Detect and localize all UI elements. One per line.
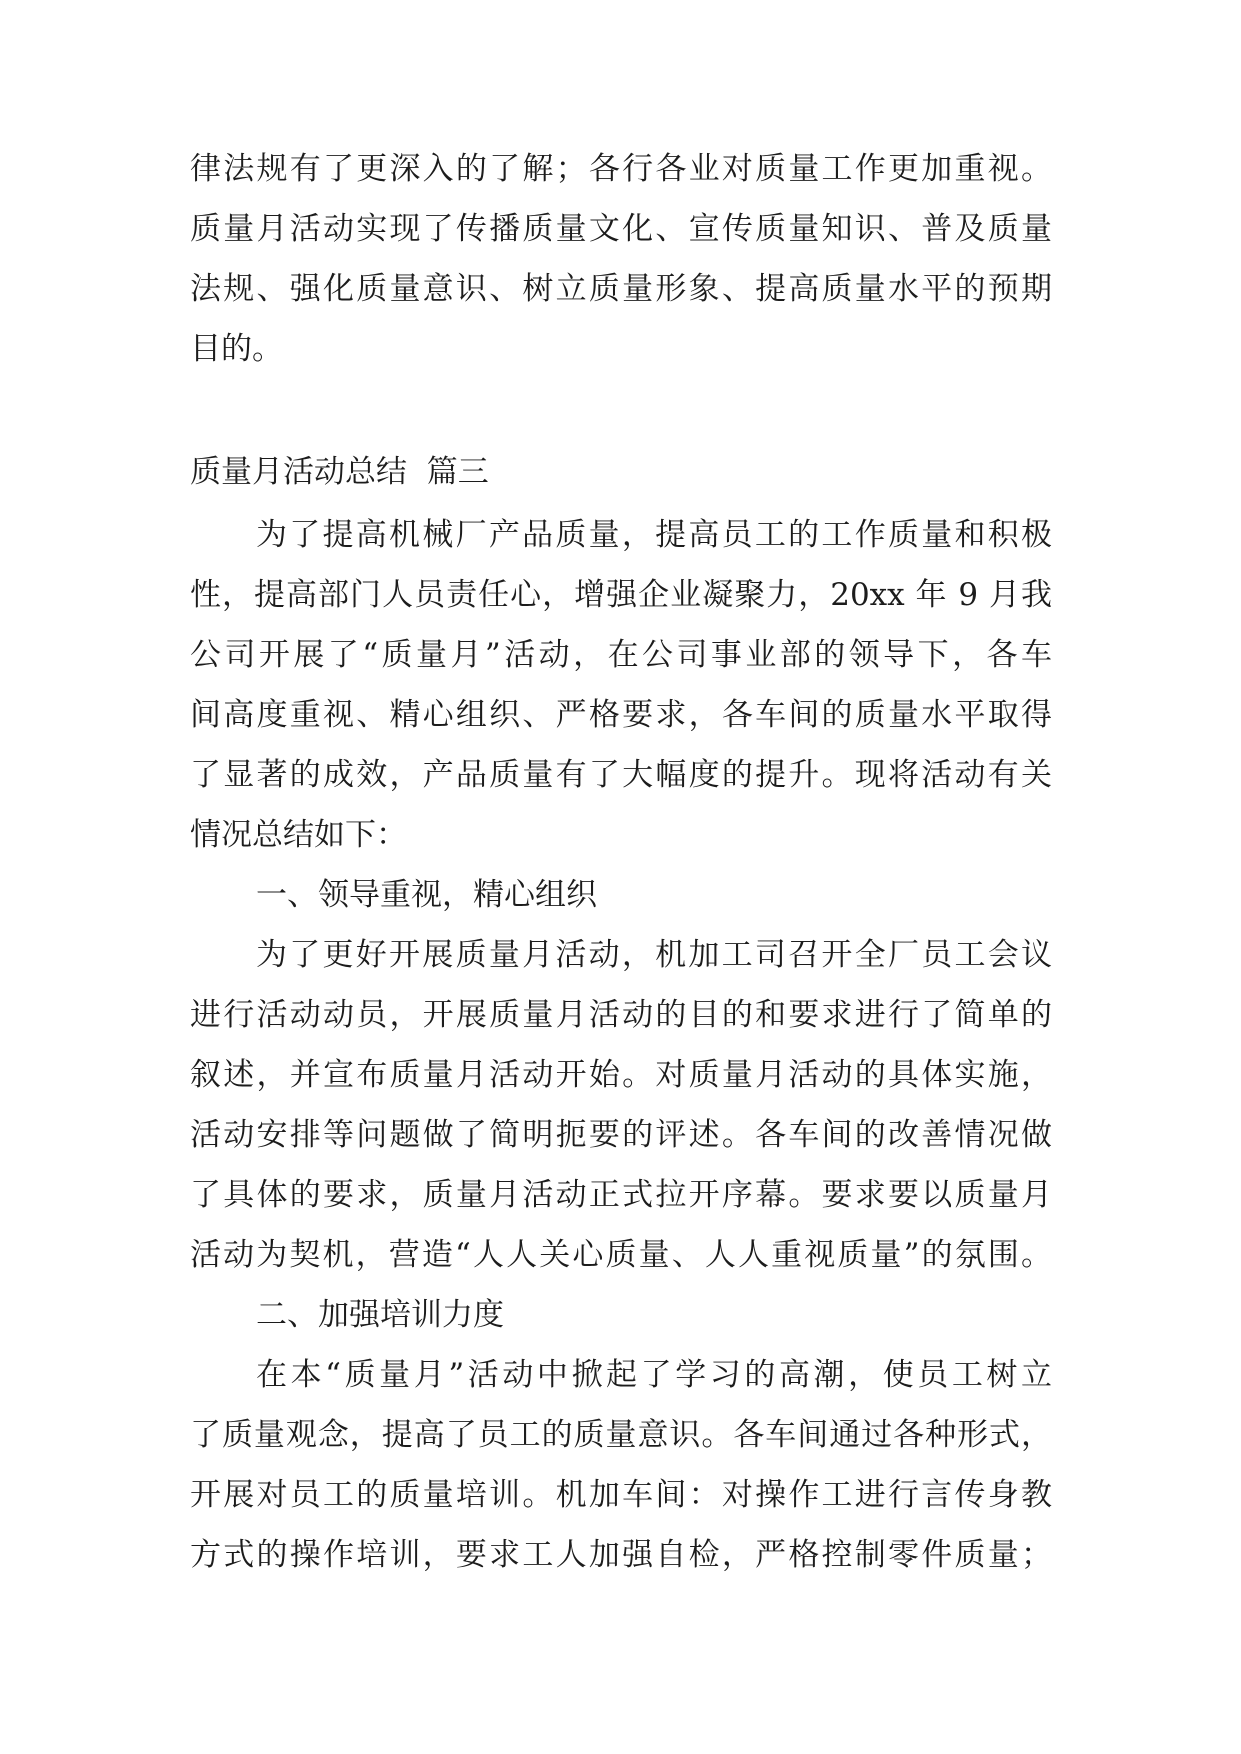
- text-line: 公司开展了“质量月”活动，在公司事业部的领导下，各车: [190, 637, 1052, 673]
- text-line: 活动为契机，营造“人人关心质量、人人重视质量”的氛围。: [190, 1237, 1052, 1273]
- section-heading: 一、领导重视，精心组织: [256, 877, 597, 913]
- text-line: 质量月活动实现了传播质量文化、宣传质量知识、普及质量: [190, 211, 1052, 247]
- text-line: 在本“质量月”活动中掀起了学习的高潮，使员工树立: [256, 1357, 1052, 1393]
- text-line: 方式的操作培训，要求工人加强自检，严格控制零件质量；: [190, 1537, 1052, 1573]
- text-line: 目的。: [190, 331, 283, 367]
- text-line: 为了更好开展质量月活动，机加工司召开全厂员工会议: [256, 937, 1052, 973]
- text-line: 进行活动动员，开展质量月活动的目的和要求进行了简单的: [190, 997, 1052, 1033]
- text-line: 性，提高部门人员责任心，增强企业凝聚力，20xx 年 9 月我: [190, 577, 1052, 613]
- text-line: 叙述，并宣布质量月活动开始。对质量月活动的具体实施，: [190, 1057, 1052, 1093]
- text-line: 法规、强化质量意识、树立质量形象、提高质量水平的预期: [190, 271, 1052, 307]
- text-line: 了质量观念，提高了员工的质量意识。各车间通过各种形式，: [190, 1417, 1052, 1453]
- text-line: 情况总结如下：: [190, 817, 407, 853]
- text-line: 活动安排等问题做了简明扼要的评述。各车间的改善情况做: [190, 1117, 1052, 1153]
- text-line: 了具体的要求，质量月活动正式拉开序幕。要求要以质量月: [190, 1177, 1052, 1213]
- text-line: 了显著的成效，产品质量有了大幅度的提升。现将活动有关: [190, 757, 1052, 793]
- text-line: 开展对员工的质量培训。机加车间：对操作工进行言传身教: [190, 1477, 1052, 1513]
- text-line: 间高度重视、精心组织、严格要求，各车间的质量水平取得: [190, 697, 1052, 733]
- section-heading: 二、加强培训力度: [256, 1297, 504, 1333]
- text-line: 为了提高机械厂产品质量，提高员工的工作质量和积极: [256, 517, 1052, 553]
- section-title: 质量月活动总结 篇三: [190, 454, 489, 490]
- text-line: 律法规有了更深入的了解；各行各业对质量工作更加重视。: [190, 151, 1052, 187]
